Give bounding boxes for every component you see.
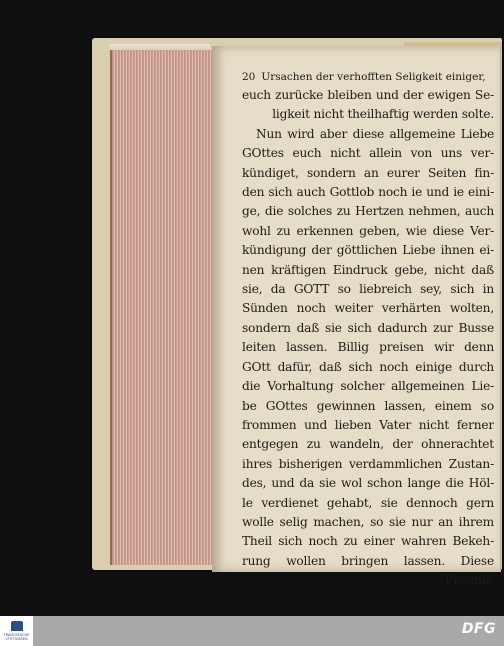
text-line: Sünden noch weiter verhärten wolten, <box>242 301 494 316</box>
book-page <box>212 46 501 588</box>
text-line: Nun wird aber diese allgemeine Liebe <box>256 126 494 141</box>
running-head: Ursachen der verhofften Seligkeit einiger, <box>261 71 486 83</box>
text-line: frommen und lieben Vater nicht ferner <box>242 417 494 432</box>
text-line: le verdienet gehabt, sie dennoch gern <box>242 495 494 510</box>
text-line: leiten lassen. Billig preisen wir denn <box>242 340 494 355</box>
text-line: sondern daß sie sich dadurch zur Busse <box>242 320 494 335</box>
text-line: entgegen zu wandeln, der ohnerachtet <box>242 437 494 452</box>
text-line: kündigung der göttlichen Liebe ihnen ei- <box>242 243 494 258</box>
page-block-edges <box>110 50 212 565</box>
text-line: GOttes euch nicht allein von uns ver- <box>242 146 494 161</box>
text-line: ihres bisherigen verdammlichen Zustan- <box>242 456 494 471</box>
dfg-logo[interactable]: DFG <box>461 621 496 637</box>
text-line: die Vorhaltung solcher allgemeinen Lie- <box>242 379 494 394</box>
institution-logo[interactable] <box>0 616 33 646</box>
text-line: den sich auch Gottlob noch ie und ie eini- <box>242 185 494 200</box>
logo-text: FRANCKESCHE STIFTUNGEN <box>3 633 30 641</box>
text-line: sie, da GOTT so liebreich sey, sich in <box>242 282 494 297</box>
running-header <box>242 70 494 84</box>
text-line: ge, die solches zu Hertzen nehmen, auch <box>242 204 494 219</box>
page-text-block <box>242 70 494 591</box>
text-line: wolle selig machen, so sie nur an ihrem <box>242 514 494 529</box>
text-line: des, und da sie wol schon lange die Höl- <box>242 476 494 491</box>
text-line: Theil sich noch zu einer wahren Bekeh- <box>242 534 494 549</box>
text-line: euch zurücke bleiben und der ewigen Se- <box>242 88 494 102</box>
logo-mark-icon <box>11 621 23 631</box>
text-line: GOtt dafür, daß sich noch einige durch <box>242 359 494 374</box>
viewer-footer-bar <box>0 616 504 646</box>
text-line: kündiget, sondern an eurer Seiten fin- <box>242 165 494 180</box>
text-line: be GOttes gewinnen lassen, einem so <box>242 398 494 413</box>
text-line: nen kräftigen Eindruck gebe, nicht daß <box>242 262 494 277</box>
catchword: Freund- <box>444 573 494 588</box>
page-number: 20 <box>242 71 256 83</box>
text-line: rung wollen bringen lassen. Diese <box>242 553 494 568</box>
text-line: wohl zu erkennen geben, wie diese Ver- <box>242 223 494 238</box>
text-line: ligkeit nicht theilhaftig werden solte. <box>272 107 494 122</box>
